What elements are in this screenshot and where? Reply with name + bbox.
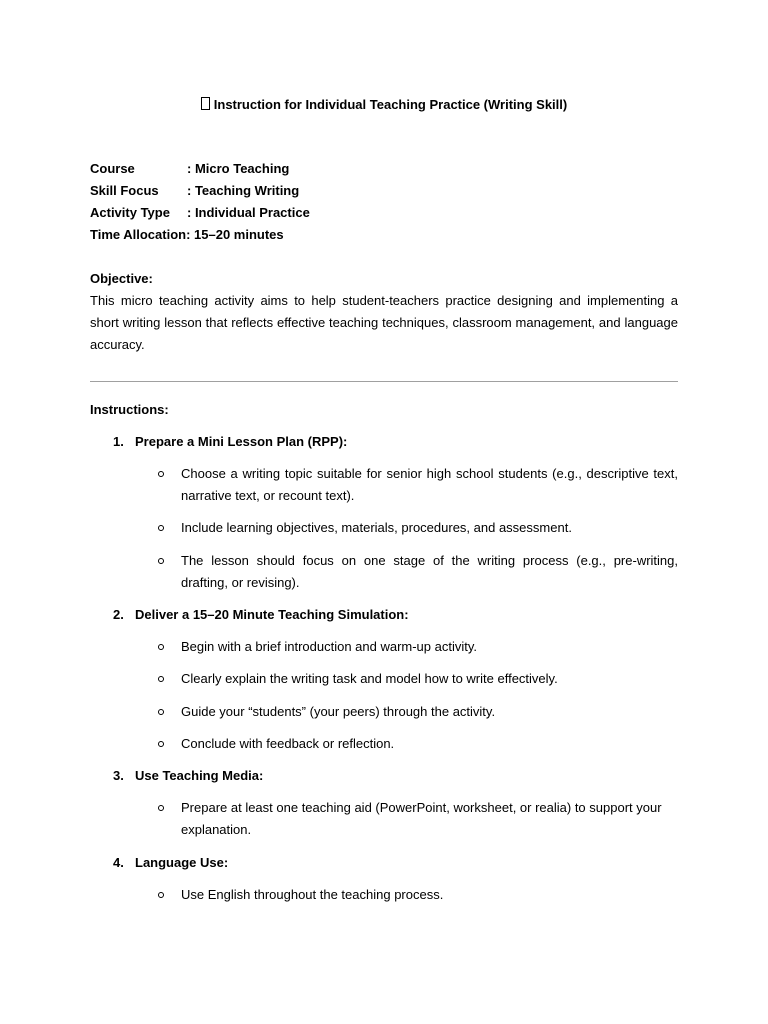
meta-row-skill-focus [90,180,310,202]
hollow-circle-bullet-icon [158,525,164,531]
document-title [90,94,678,116]
meta-row-activity-type [90,202,310,224]
step-label: Prepare a Mini Lesson Plan (RPP): [135,434,348,449]
bullet-item [158,550,678,594]
bullet-text: Include learning objectives, materials, procedures, and assessment. [181,520,572,535]
bullet-text: Choose a writing topic suitable for senior high school students (e.g., descriptive text, narrative text, or recount text). [181,466,678,503]
hollow-circle-bullet-icon [158,741,164,747]
step-number: 2. [113,607,124,622]
meta-row-course [90,158,310,180]
course-meta [90,158,310,246]
bullet-item [158,701,678,723]
meta-value: : Individual Practice [187,205,310,220]
hollow-circle-bullet-icon [158,644,164,650]
step-number: 4. [113,855,124,870]
horizontal-divider [90,381,678,382]
step-label: Language Use: [135,855,229,870]
meta-value: : Micro Teaching [187,161,290,176]
bullet-item [158,733,678,755]
objective-text: This micro teaching activity aims to help student-teachers practice designing and implementing a short writing lesson that reflects effective teaching techniques, classroom management, and language accuracy. [90,293,678,352]
meta-value: : Teaching Writing [187,183,300,198]
hollow-circle-bullet-icon [158,892,164,898]
bullet-item [158,517,678,539]
hollow-circle-bullet-icon [158,676,164,682]
hollow-circle-bullet-icon [158,709,164,715]
step-number: 3. [113,768,124,783]
document-title-text: Instruction for Individual Teaching Practice (Writing Skill) [213,97,568,112]
bullet-item [158,797,678,841]
bullet-item [158,668,678,690]
step-label: Deliver a 15–20 Minute Teaching Simulation: [135,607,409,622]
missing-glyph-icon [201,97,210,110]
step-label: Use Teaching Media: [135,768,264,783]
objective-heading: Objective: [90,271,153,286]
bullet-text: Begin with a brief introduction and warm-up activity. [181,639,478,654]
bullet-item [158,884,678,906]
meta-key: Activity Type [90,205,170,220]
meta-row-time-allocation [90,224,310,246]
hollow-circle-bullet-icon [158,805,164,811]
bullet-text: Guide your “students” (your peers) through the activity. [181,704,496,719]
bullet-item [158,636,678,658]
bullet-item [158,463,678,507]
bullet-text: Use English throughout the teaching process. [181,887,444,902]
bullet-text: Conclude with feedback or reflection. [181,736,395,751]
hollow-circle-bullet-icon [158,558,164,564]
meta-value: : 15–20 minutes [186,227,284,242]
meta-key: Time Allocation [90,227,187,242]
instructions-heading: Instructions: [90,402,169,417]
meta-key: Course [90,161,135,176]
bullet-text: Prepare at least one teaching aid (PowerPoint, worksheet, or realia) to support your explanation. [181,800,662,837]
meta-key: Skill Focus [90,183,159,198]
bullet-text: The lesson should focus on one stage of the writing process (e.g., pre-writing, drafting, or revising). [181,553,678,590]
bullet-text: Clearly explain the writing task and model how to write effectively. [181,671,558,686]
hollow-circle-bullet-icon [158,471,164,477]
step-number: 1. [113,434,124,449]
